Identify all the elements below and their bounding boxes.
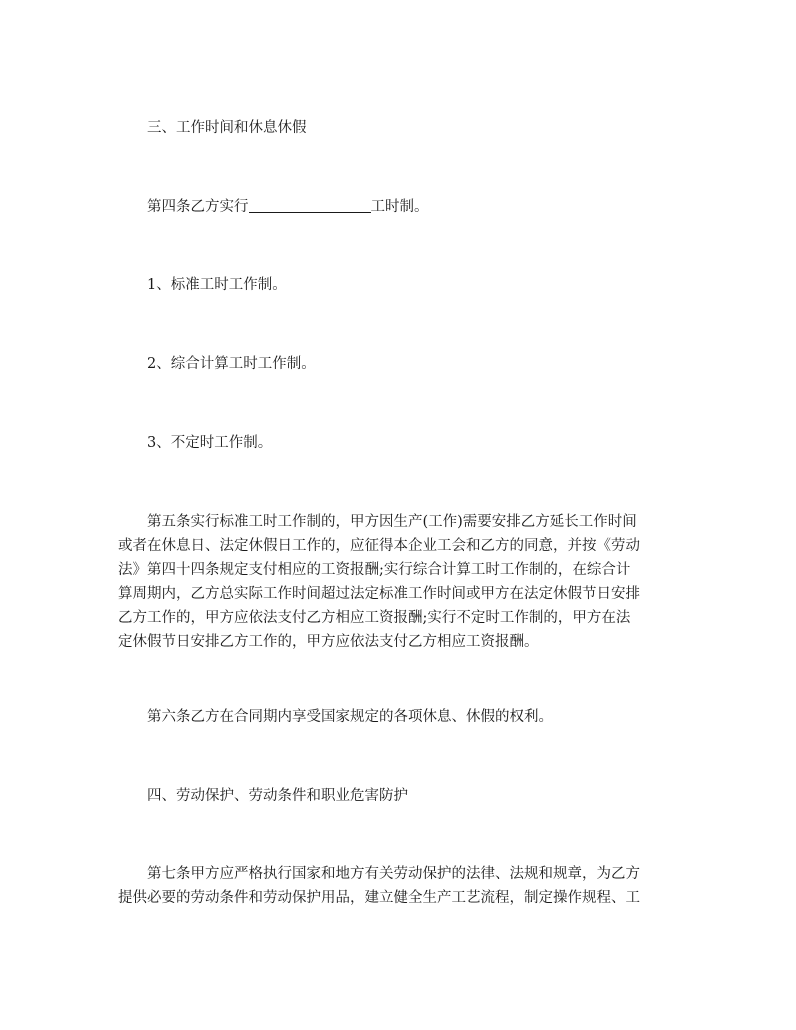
option-text: 2、综合计算工时工作制。: [147, 356, 316, 372]
article-4-prefix: 第四条乙方实行: [147, 199, 249, 215]
option-text: 1、标准工时工作制。: [147, 277, 287, 293]
article-4-suffix: 工时制。: [370, 199, 429, 215]
article-5-line: 定休假节日安排乙方工作的，甲方应依法支付乙方相应工资报酬。: [118, 634, 539, 650]
option-standard-hours: [118, 273, 684, 297]
option-comprehensive-hours: [118, 352, 684, 376]
article-6-text: 第六条乙方在合同期内享受国家规定的各项休息、休假的权利。: [147, 709, 553, 725]
article-5-line: 算周期内，乙方总实际工作时间超过法定标准工作时间或甲方在法定休假节日安排: [118, 586, 640, 602]
article-7: [118, 862, 684, 910]
option-text: 3、不定时工作制。: [147, 435, 273, 451]
article-5-line: 或者在休息日、法定休假日工作的，应征得本企业工会和乙方的同意，并按《劳动: [118, 538, 640, 554]
article-6: [118, 705, 684, 729]
article-5-line: 第五条实行标准工时工作制的，甲方因生产(工作)需要安排乙方延长工作时间: [147, 514, 637, 530]
article-7-line: 提供必要的劳动条件和劳动保护用品，建立健全生产工艺流程，制定操作规程、工: [118, 890, 640, 906]
article-5: [118, 510, 684, 654]
option-irregular-hours: [118, 431, 684, 455]
section-heading-labor-protection: [118, 784, 684, 808]
article-5-line: 法》第四十四条规定支付相应的工资报酬;实行综合计算工时工作制的，在综合计: [118, 562, 631, 578]
article-4: [118, 195, 684, 219]
section-heading-work-time: [118, 116, 684, 140]
section-heading-text: 三、工作时间和休息休假: [147, 120, 307, 136]
article-5-line: 乙方工作的，甲方应依法支付乙方相应工资报酬;实行不定时工作制的，甲方在法: [118, 610, 631, 626]
section-heading-text: 四、劳动保护、劳动条件和职业危害防护: [147, 788, 408, 804]
article-7-line: 第七条甲方应严格执行国家和地方有关劳动保护的法律、法规和规章，为乙方: [147, 866, 640, 882]
fill-in-blank[interactable]: [249, 198, 371, 213]
